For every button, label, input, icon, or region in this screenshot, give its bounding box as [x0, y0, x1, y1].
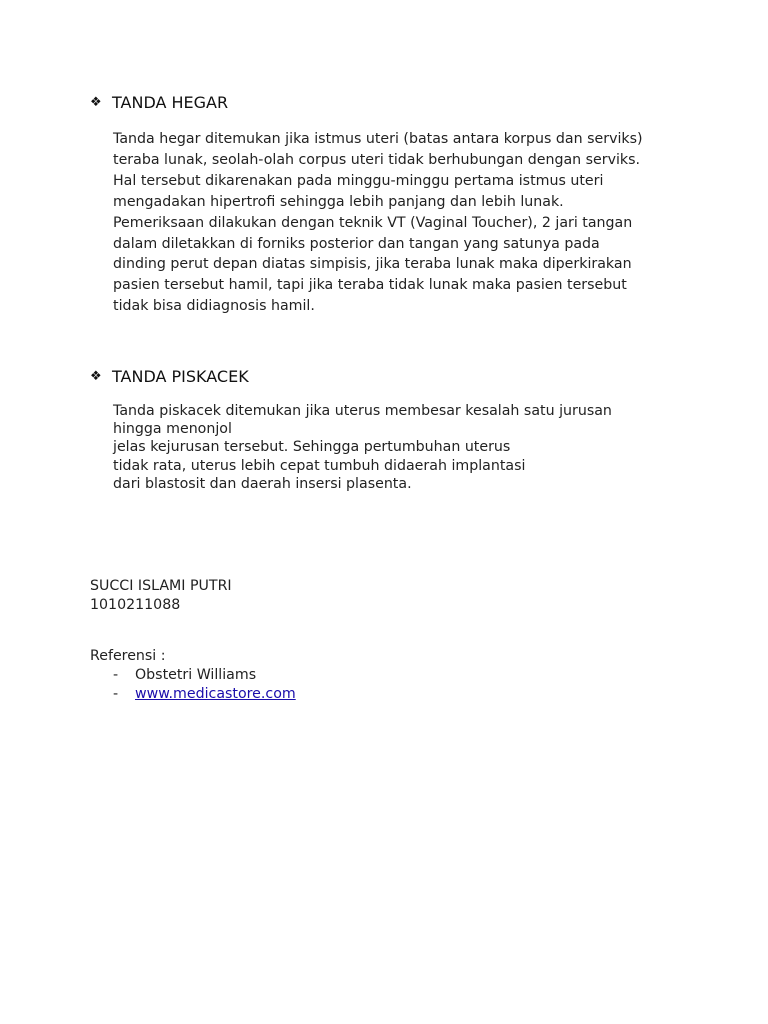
section-paragraph	[90, 129, 710, 317]
diamond-bullet-icon: ❖	[90, 95, 102, 110]
paragraph-line: Hal tersebut dikarenakan pada minggu-minggu pertama istmus uteri	[113, 172, 604, 189]
author-name: SUCCI ISLAMI PUTRI	[90, 578, 232, 594]
paragraph-line: tidak rata, uterus lebih cepat tumbuh didaerah implantasi	[113, 457, 526, 474]
paragraph-line: pasien tersebut hamil, tapi jika teraba tidak lunak maka pasien tersebut	[113, 277, 627, 294]
list-dash: -	[113, 686, 119, 702]
paragraph-line: dinding perut depan diatas simpisis, jika teraba lunak maka diperkirakan	[113, 256, 632, 273]
list-dash: -	[113, 667, 119, 683]
section-tanda-hegar	[90, 93, 710, 317]
diamond-bullet-icon: ❖	[90, 369, 102, 384]
reference-item	[90, 666, 296, 685]
section-paragraph	[90, 402, 710, 493]
paragraph-line: dalam diletakkan di forniks posterior dan tangan yang satunya pada	[113, 235, 600, 252]
reference-text: Obstetri Williams	[135, 667, 257, 683]
paragraph-line: Pemeriksaan dilakukan dengan teknik VT (Vaginal Toucher), 2 jari tangan	[113, 214, 633, 231]
references-block	[90, 647, 296, 704]
author-id: 1010211088	[90, 597, 181, 613]
paragraph-line: mengadakan hipertrofi sehingga lebih panjang dan lebih lunak.	[113, 193, 564, 210]
paragraph-line: Tanda hegar ditemukan jika istmus uteri (batas antara korpus dan serviks)	[113, 131, 643, 147]
section-heading	[90, 93, 710, 113]
author-block	[90, 577, 232, 615]
references-title: Referensi :	[90, 648, 166, 664]
paragraph-line: Tanda piskacek ditemukan jika uterus membesar kesalah satu jurusan	[113, 403, 612, 419]
paragraph-line: teraba lunak, seolah-olah corpus uteri tidak berhubungan dengan serviks.	[113, 151, 641, 168]
section-title: TANDA PISKACEK	[112, 367, 249, 386]
section-heading	[90, 367, 710, 387]
paragraph-line: jelas kejurusan tersebut. Sehingga pertumbuhan uterus	[113, 439, 511, 456]
paragraph-line: dari blastosit dan daerah insersi plasenta.	[113, 475, 412, 492]
paragraph-line: hingga menonjol	[113, 421, 232, 438]
reference-link[interactable]: www.medicastore.com	[135, 686, 296, 702]
section-tanda-piskacek	[90, 367, 710, 493]
section-title: TANDA HEGAR	[112, 93, 229, 112]
reference-item	[90, 685, 296, 704]
references-list	[90, 666, 296, 704]
paragraph-line: tidak bisa didiagnosis hamil.	[113, 298, 315, 315]
